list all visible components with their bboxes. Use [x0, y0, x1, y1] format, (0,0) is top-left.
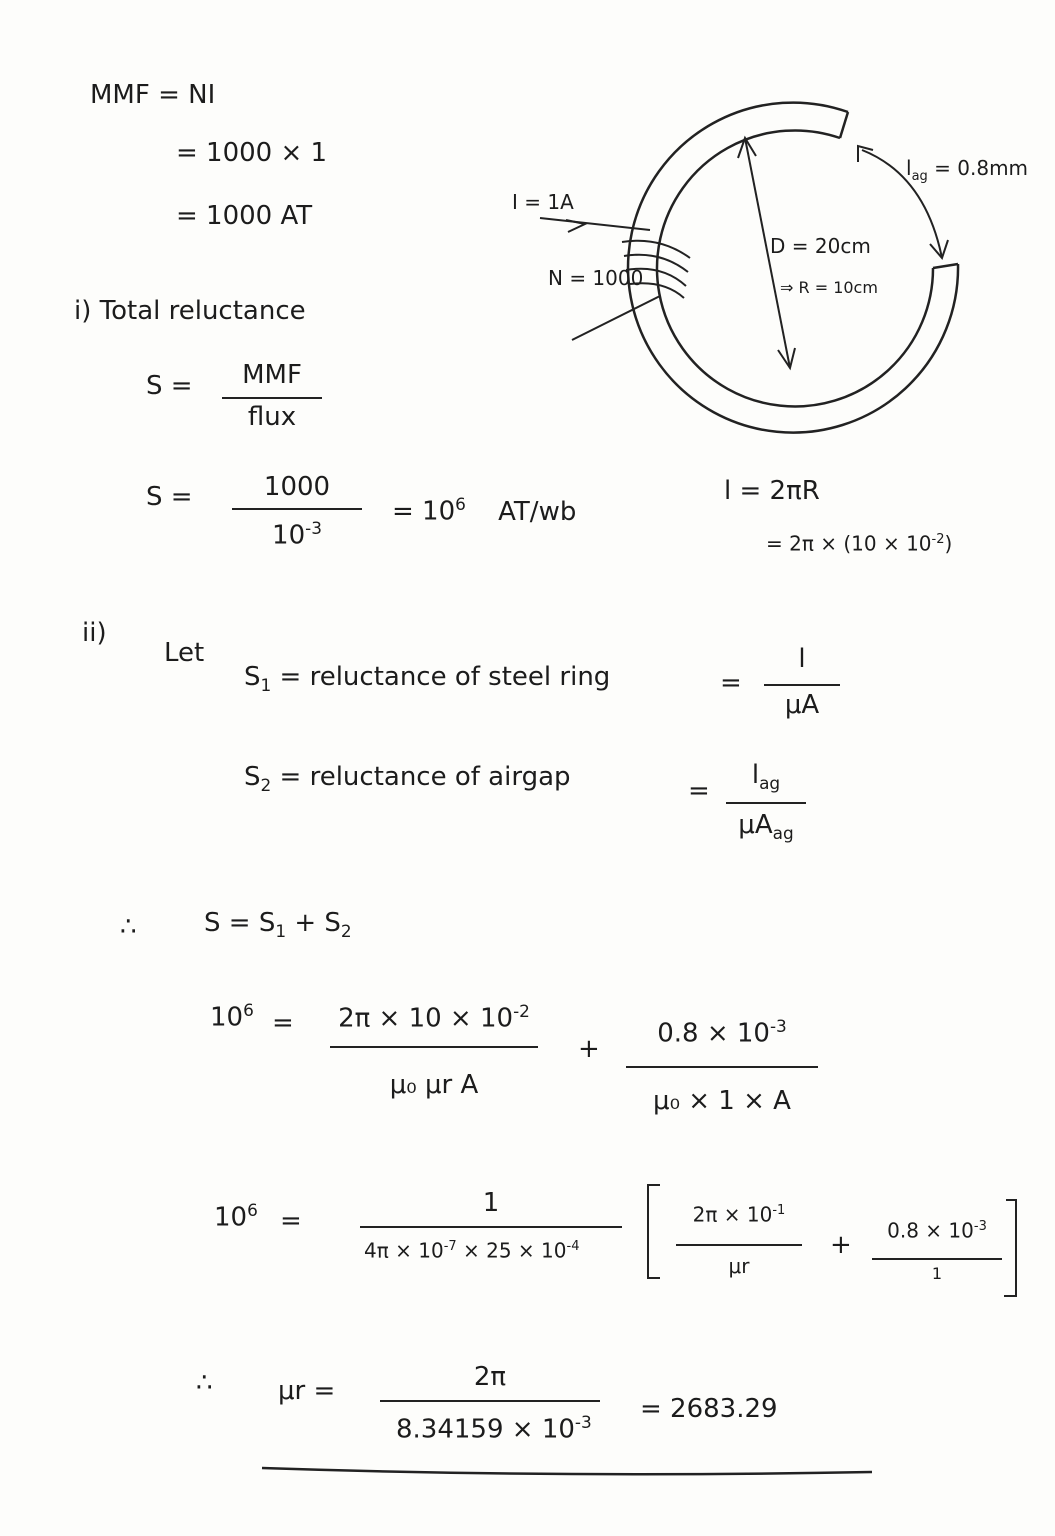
final-den-exp: -3: [574, 1412, 592, 1432]
sum-therefore: ∴: [120, 912, 137, 942]
eq2-den-b-exp: -4: [566, 1239, 580, 1254]
length-formula: l = 2πR: [724, 476, 820, 506]
airgap-label: [906, 158, 1028, 183]
eq2-bar: [360, 1226, 622, 1228]
eq2-b-num-exp: -1: [772, 1203, 786, 1218]
final-underline: [262, 1468, 872, 1474]
s2-equals: =: [688, 776, 710, 806]
result-pre: = 10: [392, 496, 456, 527]
eq1-lhs-base: 10: [210, 1002, 244, 1033]
s2-den-sub: ag: [772, 823, 794, 844]
eq2-b2-bar: [872, 1258, 1002, 1260]
eq1-num1-exp: -2: [513, 1001, 530, 1021]
eq1-bar1: [330, 1046, 538, 1048]
eq1-bar2: [626, 1066, 818, 1068]
s1-denominator: μA: [784, 690, 820, 720]
eq2-b-num: [676, 1204, 802, 1225]
s2-fraction-bar: [726, 802, 806, 804]
final-therefore: ∴: [196, 1368, 213, 1398]
s1-numerator: l: [798, 644, 806, 674]
eq2-den: [364, 1240, 579, 1261]
final-lhs: μr =: [278, 1376, 336, 1406]
s2-num-sub: ag: [759, 773, 781, 794]
eq1-den1: μ₀ μr A: [389, 1070, 479, 1100]
eq1-num1: [330, 1003, 538, 1032]
eq2-den-a-exp: -7: [443, 1239, 457, 1254]
eq2-b2-num-base: 0.8 × 10: [887, 1218, 974, 1243]
s2-num-l: l: [751, 760, 760, 790]
reluctance-numerator: MMF: [242, 360, 302, 390]
length-substitution: [766, 533, 952, 554]
reluctance-num-value: 1000: [263, 472, 331, 502]
final-result: = 2683.29: [640, 1394, 778, 1424]
fraction-bar: [222, 397, 322, 399]
s1-equals: =: [720, 668, 742, 698]
s2-definition: $S_2$ = reluctance of airgap: [244, 762, 571, 796]
fraction-bar-2: [232, 508, 362, 510]
eq2-b2-den: 1: [931, 1264, 943, 1283]
gap-edge-2: [933, 264, 958, 268]
den-exp: -3: [305, 518, 322, 538]
eq2-den-a: 4π × 10: [364, 1238, 444, 1263]
eq2-b-plus: +: [830, 1230, 852, 1260]
eq2-lhs: [214, 1202, 258, 1231]
s2-denominator: [726, 812, 806, 842]
final-num: 2π: [473, 1362, 507, 1392]
result-exp: 6: [455, 494, 466, 514]
ring-outer-arc: [628, 103, 958, 433]
eq1-num2-base: 0.8 × 10: [657, 1018, 770, 1049]
s1-fraction-bar: [764, 684, 840, 686]
length-exp: -2: [931, 532, 945, 547]
eq2-equals: =: [280, 1206, 302, 1236]
diameter-label: D = 20cm: [770, 234, 871, 258]
eq1-lhs-exp: 6: [243, 1000, 254, 1020]
sum-left: S = S: [204, 908, 276, 938]
s1-text: = reluctance of steel ring: [279, 662, 611, 692]
eq2-lhs-base: 10: [214, 1202, 248, 1233]
airgap-l: l: [906, 156, 912, 180]
reluctance-result: [392, 496, 576, 525]
ring-inner-arc: [657, 130, 933, 406]
sum-equation: $S = S_1 + S_2$: [204, 908, 352, 942]
bracket-left: [648, 1185, 660, 1278]
let-word: Let: [164, 638, 205, 668]
turns-label: N = 1000: [548, 266, 644, 290]
final-den: [396, 1414, 592, 1443]
s2-text: = reluctance of airgap: [279, 762, 571, 792]
final-bar: [380, 1400, 600, 1402]
reluctance-den-value: [232, 520, 362, 549]
eq1-num2-exp: -3: [769, 1016, 787, 1036]
airgap-sub: ag: [911, 169, 928, 184]
part1-heading: i) Total reluctance: [74, 296, 306, 326]
den-base: 10: [272, 520, 306, 551]
eq2-lhs-exp: 6: [247, 1200, 258, 1220]
reluctance-symbol: S =: [146, 371, 193, 401]
current-label: I = 1A: [512, 190, 574, 214]
eq1-lhs: [210, 1002, 254, 1031]
eq2-b-den: μr: [728, 1254, 750, 1278]
eq2-num: 1: [482, 1188, 500, 1218]
eq2-b-bar: [676, 1244, 802, 1246]
eq1-num2: [626, 1018, 818, 1047]
eq1-equals: =: [272, 1008, 294, 1038]
length-post: ): [944, 531, 953, 556]
airgap-value: = 0.8mm: [934, 156, 1029, 180]
length-pre: = 2π × (10 × 10: [766, 531, 932, 556]
s1-definition: $S_1$ = reluctance of steel ring: [244, 662, 611, 696]
bracket-right: [1004, 1200, 1016, 1296]
final-den-base: 8.34159 × 10: [396, 1414, 575, 1445]
eq1-num1-base: 2π × 10 × 10: [338, 1003, 514, 1034]
part2-heading: ii): [82, 618, 107, 648]
reluctance-symbol-2: S =: [146, 482, 193, 512]
sum-plus: + S: [294, 908, 341, 938]
eq1-plus: +: [578, 1034, 600, 1064]
mmf-substitution: = 1000 × 1: [176, 138, 328, 168]
mmf-result: = 1000 AT: [176, 201, 313, 231]
s2-den-ua: μA: [738, 810, 773, 840]
gap-edge-1: [840, 112, 848, 138]
result-unit: AT/wb: [498, 496, 577, 527]
eq2-den-b: × 25 × 10: [456, 1238, 567, 1263]
radius-label: ⇒ R = 10cm: [780, 278, 878, 297]
eq2-b2-num: [872, 1220, 1002, 1241]
reluctance-denominator: flux: [247, 402, 297, 432]
eq1-den2: μ₀ × 1 × A: [653, 1086, 791, 1116]
eq2-b-num-base: 2π × 10: [692, 1202, 773, 1227]
mmf-definition: MMF = NI: [90, 80, 216, 110]
coil-lead-out: [572, 296, 660, 340]
eq2-b2-num-exp: -3: [973, 1219, 987, 1234]
s2-numerator: [726, 762, 806, 792]
